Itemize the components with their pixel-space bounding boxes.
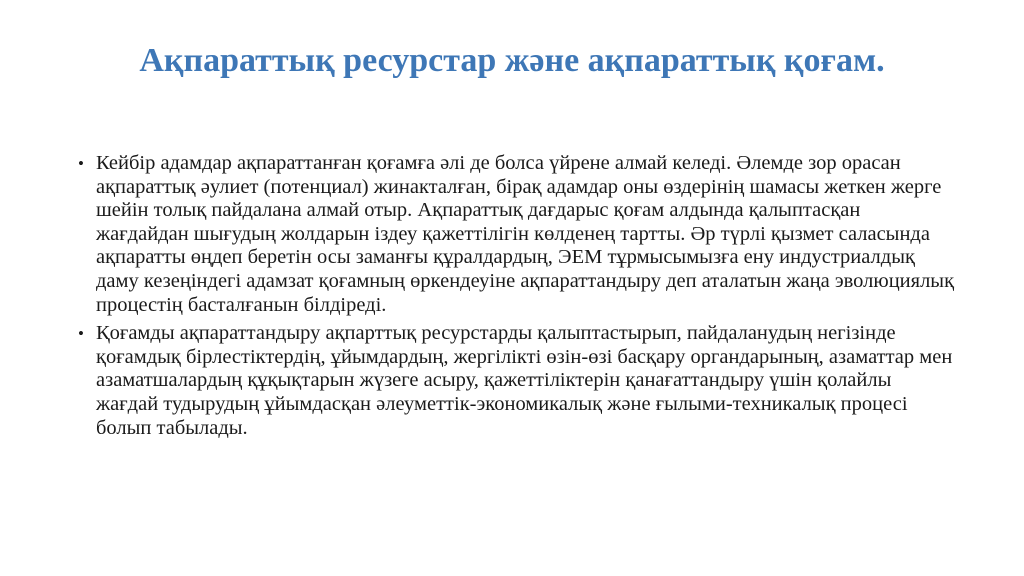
bullet-list (78, 152, 958, 445)
bullet-dot-icon: • (78, 324, 84, 344)
bullet-text: Қоғамды ақпараттандыру ақпарттық ресурстарды қалыптастырып, пайдаланудың негізінде қоғамдық бірлестіктердің, ұйымдардың, жергілікті өзін-өзі басқару органдарының, азаматтар мен азаматшалардың құқықтарын жүзеге асыру, қажеттіліктерін қанағаттандыру үшін қолайлы жағдай тудырудың ұйымдасқан әлеуметтік-экономикалық және ғылыми-техникалық процесі болып табылады. (96, 322, 953, 439)
bullet-text: Кейбір адамдар ақпараттанған қоғамға әлі де болса үйрене алмай келеді. Әлемде зор орасан ақпараттық әулиет (потенциал) жинакталған, бірақ адамдар оны өздерінің шамасы жеткен жерге шейін толық пайдалана алмай отыр. Ақпараттық дағдарыс қоғам алдында қалыптасқан жағдайдан шығудың жолдарын іздеу қажеттілігін көлденең тартты. Әр түрлі қызмет саласында ақпаратты өңдеп беретін осы заманғы құралдардың, ЭЕМ тұрмысымызға ену индустриалдық даму кезеңіндегі адамзат қоғамның өркендеуіне ақпараттандыру деп аталатын жаңа эволюциялық процестің басталғанын білдіреді. (96, 152, 955, 316)
bullet-item (78, 152, 958, 317)
bullet-item (78, 322, 958, 440)
slide-title: Ақпараттық ресурстар және ақпараттық қоғам. (139, 42, 885, 79)
bullet-dot-icon: • (78, 154, 84, 173)
